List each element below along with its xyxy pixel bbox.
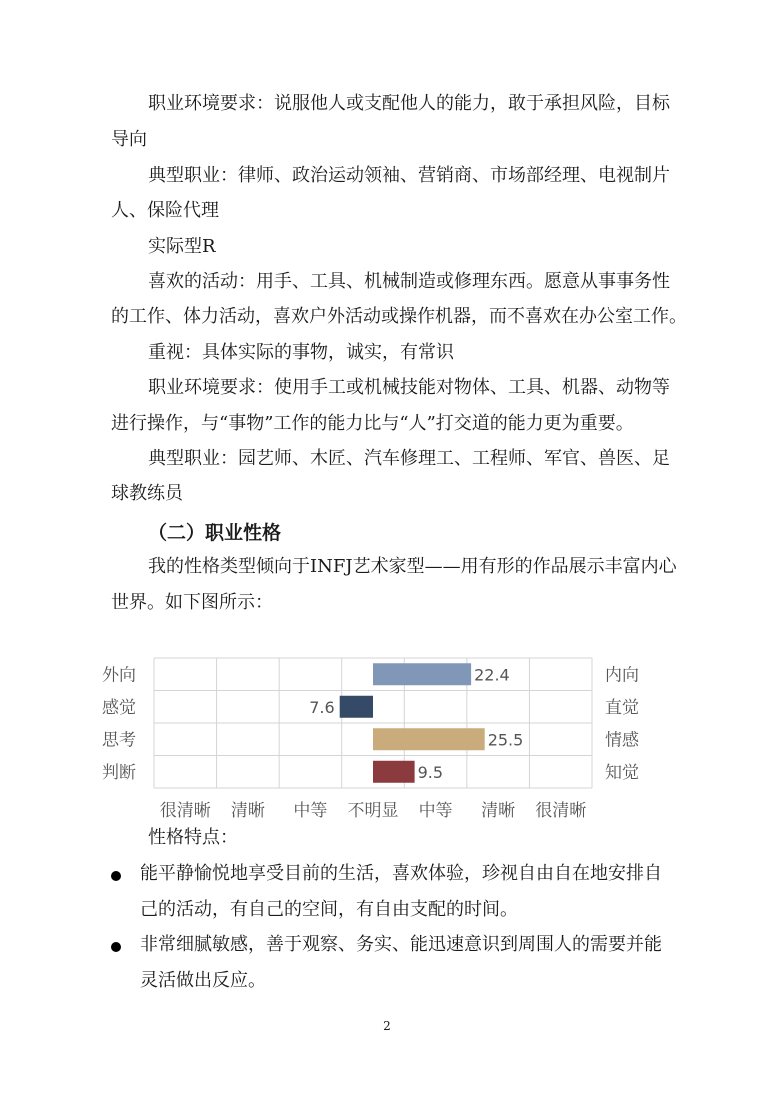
- chart-bar: [373, 663, 471, 685]
- chart-tick-label: 很清晰: [159, 801, 211, 821]
- paragraph-line: 喜欢的活动：用手、工具、机械制造或修理东西。愿意从事事务性: [148, 271, 670, 292]
- chart-row-label-right: 内向: [605, 665, 639, 686]
- chart-row-label-right: 知觉: [605, 762, 639, 783]
- paragraph-line: 的工作、体力活动，喜欢户外活动或操作机器，而不喜欢在办公室工作。: [111, 306, 687, 327]
- chart-tick-label: 不明显: [347, 801, 399, 821]
- chart-row-label-left: 思考: [102, 730, 136, 751]
- paragraph-line: 职业环境要求：说服他人或支配他人的能力，敢于承担风险，目标: [148, 93, 670, 114]
- personality-chart: [95, 652, 655, 827]
- paragraph-line: 进行操作，与“事物”工作的能力比与“人”打交道的能力更为重要。: [111, 413, 634, 434]
- paragraph-line: 世界。如下图所示：: [111, 592, 273, 613]
- paragraph-line: 人、保险代理: [111, 200, 219, 221]
- bullet-line: 能平静愉悦地享受目前的生活，喜欢体验，珍视自由自在地安排自: [140, 863, 662, 884]
- bullet-line: 灵活做出反应。: [140, 970, 266, 991]
- chart-tick-label: 中等: [418, 801, 453, 821]
- chart-data-label: 22.4: [474, 665, 510, 685]
- chart-bar: [340, 696, 373, 718]
- chart-data-label: 25.5: [487, 730, 524, 750]
- chart-row-label-left: 判断: [102, 762, 136, 783]
- bullet-dot-icon: [111, 942, 121, 952]
- chart-bar: [373, 761, 415, 783]
- paragraph-line: 实际型R: [148, 236, 216, 257]
- bullet-line: 己的活动，有自己的空间，有自由支配的时间。: [140, 899, 518, 920]
- chart-row-label-left: 感觉: [102, 697, 136, 718]
- chart-data-label: 9.5: [417, 762, 444, 782]
- section-heading: （二）职业性格: [148, 522, 282, 544]
- bullet-line: 非常细腻敏感，善于观察、务实、能迅速意识到周围人的需要并能: [140, 934, 662, 955]
- paragraph-line: 我的性格类型倾向于INFJ艺术家型——用有形的作品展示丰富内心: [148, 556, 677, 577]
- chart-bar: [373, 728, 485, 750]
- chart-tick-label: 清晰: [230, 801, 265, 821]
- chart-data-label: 7.6: [309, 697, 335, 717]
- paragraph-line: 球教练员: [111, 483, 183, 504]
- bullet-dot-icon: [111, 871, 121, 881]
- paragraph-line: 典型职业：园艺师、木匠、汽车修理工、工程师、军官、兽医、足: [148, 448, 670, 469]
- chart-tick-label: 中等: [293, 801, 328, 821]
- chart-tick-label: 很清晰: [535, 801, 587, 821]
- chart-tick-label: 清晰: [481, 801, 516, 821]
- paragraph-line: 重视：具体实际的事物，诚实，有常识: [148, 342, 454, 363]
- page-number: 2: [383, 1019, 391, 1033]
- paragraph-line: 职业环境要求：使用手工或机械技能对物体、工具、机器、动物等: [148, 377, 670, 398]
- chart-row-label-left: 外向: [102, 665, 136, 686]
- chart-row-label-right: 情感: [605, 730, 639, 751]
- chart-row-label-right: 直觉: [605, 697, 639, 718]
- paragraph-line: 典型职业：律师、政治运动领袖、营销商、市场部经理、电视制片: [148, 165, 670, 186]
- paragraph-line: 性格特点：: [148, 827, 238, 848]
- paragraph-line: 导向: [111, 129, 147, 150]
